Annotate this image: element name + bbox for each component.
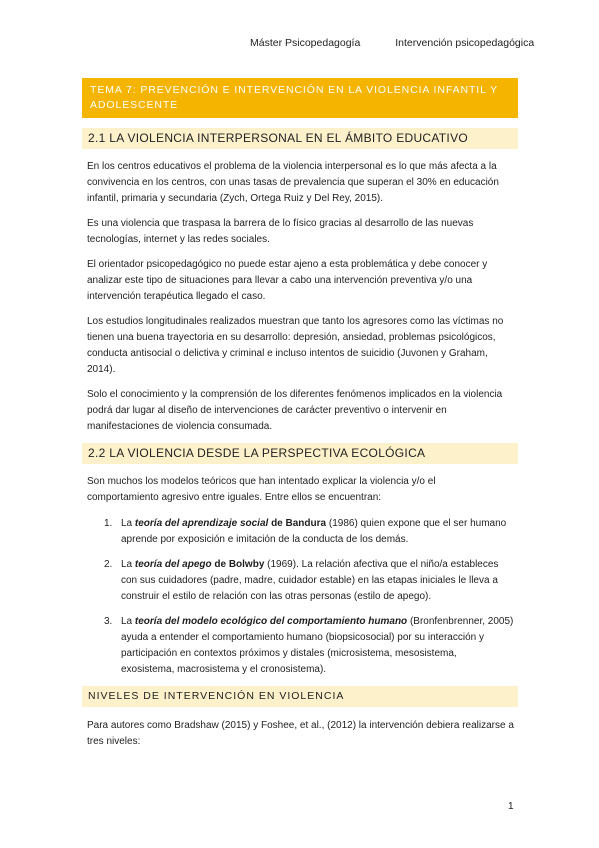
text-line: En los centros educativos el problema de la violencia interpersonal es lo que más afecta a la: [87, 161, 497, 172]
text-line: Para autores como Bradshaw (2015) y Foshee, et al., (2012) la intervención debiera realizarse a: [87, 720, 514, 731]
text-line: infantil, primaria y secundaria (Zych, Ortega Ruiz y Del Rey, 2015).: [87, 193, 384, 204]
text-line: 2014).: [87, 364, 116, 375]
paragraph-longitudinal-studies: [87, 314, 515, 378]
text-line: La teoría del aprendizaje social de Bandura (1986) quien expone que el ser humano: [121, 518, 507, 529]
text-line: Solo el conocimiento y la comprensión de los diferentes fenómenos implicados en la violencia: [87, 389, 503, 400]
text-line: con sus cuidadores (padre, madre, cuidador estable) en las etapas iniciales le lleva a: [121, 575, 498, 586]
page-number: 1: [508, 801, 514, 812]
paragraph-technology: [87, 216, 515, 248]
header-course: Máster Psicopedagogía: [250, 37, 361, 49]
text-line: exosistema, macrosistema y el cronosistema).: [121, 664, 327, 675]
text-line: La teoría del apego de Bolwby (1969). La relación afectiva que el niño/a estableces: [121, 559, 499, 570]
topic-title-line-2: ADOLESCENTE: [90, 99, 179, 111]
text-line: manifestaciones de violencia consumada.: [87, 421, 273, 432]
paragraph-models-intro: [87, 474, 515, 506]
text-line: tienen una buena trayectoria en su desarrollo: depresión, ansiedad, problemas psicológicos,: [87, 332, 496, 343]
section-heading-2-2: 2.2 LA VIOLENCIA DESDE LA PERSPECTIVA ECOLÓGICA: [82, 443, 518, 464]
text-line: El orientador psicopedagógico no puede estar ajeno a esta problemática y debe conocer y: [87, 259, 488, 270]
text-line: intervención terapéutica llegado el caso.: [87, 291, 266, 302]
text-line: analizar este tipo de situaciones para llevar a cabo una intervención preventiva y/o una: [87, 275, 473, 286]
paragraph-intervention-levels: [87, 718, 515, 750]
section-heading-2-1: 2.1 LA VIOLENCIA INTERPERSONAL EN EL ÁMBITO EDUCATIVO: [82, 128, 518, 149]
section-heading-intervention-levels: NIVELES DE INTERVENCIÓN EN VIOLENCIA: [82, 686, 518, 707]
text-line: conducta antisocial o delictiva y criminal e incluso intentos de suicidio (Juvonen y Graham,: [87, 348, 488, 359]
list-number: 3.: [104, 616, 113, 627]
topic-title-line-1: TEMA 7: PREVENCIÓN E INTERVENCIÓN EN LA VIOLENCIA INFANTIL Y: [90, 84, 498, 96]
text-line: podrá dar lugar al diseño de intervenciones de carácter preventivo o intervenir en: [87, 405, 447, 416]
text-line: ayuda a entender el comportamiento humano (biopsicosocial) por su interacción y: [121, 632, 484, 643]
text-line: tres niveles:: [87, 736, 141, 747]
text-line: aprende por exposición e imitación de la conducta de los demás.: [121, 534, 409, 545]
theory-name: teoría del aprendizaje social: [134, 518, 269, 529]
text-line: Son muchos los modelos teóricos que han intentado explicar la violencia y/o el: [87, 476, 436, 487]
paragraph-orientador: [87, 257, 515, 305]
text-line: Es una violencia que traspasa la barrera de lo físico gracias al desarrollo de las nuevas: [87, 218, 474, 229]
text-line: participación en contextos próximos y distales (microsistema, mesosistema,: [121, 648, 457, 659]
theory-name: teoría del apego: [134, 559, 212, 570]
list-number: 1.: [104, 518, 113, 529]
list-number: 2.: [104, 559, 113, 570]
header-subject: Intervención psicopedagógica: [395, 37, 535, 49]
paragraph-knowledge: [87, 387, 515, 435]
text-line: construir el estilo de relación con las otras personas (estilo de apego).: [121, 591, 432, 602]
text-line: La teoría del modelo ecológico del comportamiento humano (Bronfenbrenner, 2005): [121, 616, 514, 627]
author-name: de Bolwby: [211, 559, 265, 570]
text-line: convivencia en los centros, con unas tasas de prevalencia que superan el 30% en educación: [87, 177, 499, 188]
topic-title-banner: [82, 78, 518, 118]
theory-name: teoría del modelo ecológico del comportamiento humano: [134, 616, 408, 627]
text-line: Los estudios longitudinales realizados muestran que tanto los agresores como las víctimas no: [87, 316, 504, 327]
paragraph-prevalence: [87, 159, 515, 207]
author-name: de Bandura: [268, 518, 327, 529]
page-header: [250, 37, 534, 49]
text-line: tecnologías, internet y las redes sociales.: [87, 234, 270, 245]
text-line: comportamiento agresivo entre iguales. Entre ellos se encuentran:: [87, 492, 382, 503]
